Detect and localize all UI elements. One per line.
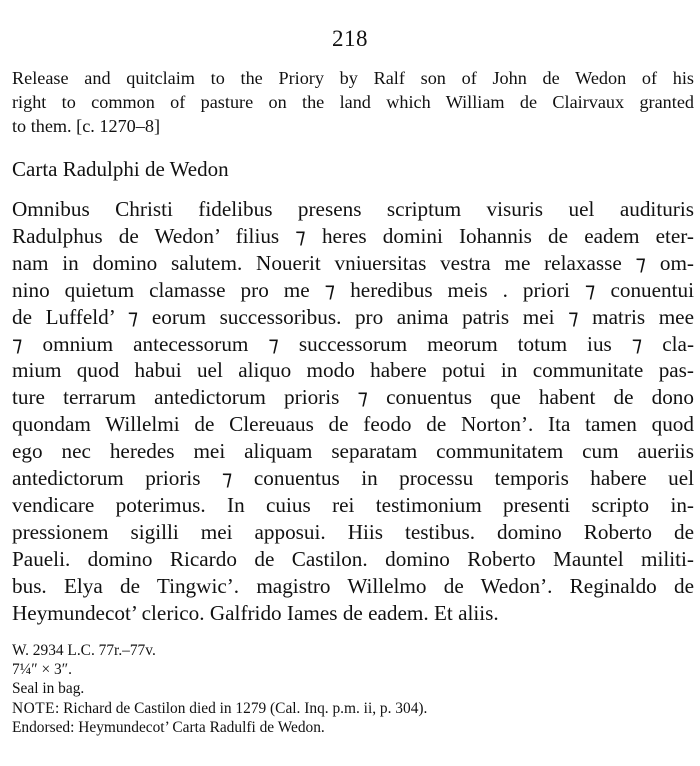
seal-note: Seal in bag. xyxy=(12,680,85,698)
charter-line: bus. Elya de Tingwic’. magistro Willelmo de Wedon’. Reginaldo de xyxy=(12,573,694,598)
charter-line: Paueli. domino Ricardo de Castilon. domino Roberto Mauntel militi- xyxy=(12,546,694,571)
charter-line: mium quod habui uel aliquo modo habere potui in communitate pas- xyxy=(12,358,694,383)
calendar-summary xyxy=(12,66,694,138)
charter-line: ture terrarum antedictorum prioris ⁊ conuentus que habent de dono xyxy=(12,385,694,410)
summary-line: right to common of pasture on the land which William de Clairvaux granted xyxy=(12,92,694,112)
charter-line: ⁊ omnium antecessorum ⁊ successorum meorum totum ius ⁊ cla- xyxy=(12,331,694,356)
manuscript-reference: W. 2934 L.C. 77r.–77v. xyxy=(12,642,156,659)
charter-line: ego nec heredes mei aliquam separatam communitatem cum aueriis xyxy=(12,439,694,464)
charter-line: Heymundecot’ clerico. Galfrido Iames de eadem. Et aliis. xyxy=(12,600,499,625)
summary-line: to them. [c. 1270–8] xyxy=(12,116,160,136)
charter-line: quondam Willelmi de Clereuaus de feodo de Norton’. Ita tamen quod xyxy=(12,412,694,437)
charter-line: nam in domino salutem. Nouerit vniuersitas vestra me relaxasse ⁊ om- xyxy=(12,250,694,275)
charter-line: pressionem sigilli mei apposui. Hiis testibus. domino Roberto de xyxy=(12,519,694,544)
charter-text xyxy=(12,196,694,627)
endorsement: Endorsed: Heymundecot’ Carta Radulfi de Wedon. xyxy=(12,718,325,736)
charter-line: Omnibus Christi fidelibus presens scriptum visuris uel audituris xyxy=(12,197,694,221)
editorial-notes xyxy=(12,641,694,737)
charter-title: Carta Radulphi de Wedon xyxy=(12,157,229,181)
charter-line: nino quietum clamasse pro me ⁊ heredibus meis . priori ⁊ conuentui xyxy=(12,277,694,302)
charter-line: vendicare poterimus. In cuius rei testimonium presenti scripto in- xyxy=(12,492,694,517)
note-text: : Richard de Castilon died in 1279 (Cal. Inq. p.m. ii, p. 304). xyxy=(55,699,428,717)
charter-line: de Luffeld’ ⁊ eorum successoribus. pro anima patris mei ⁊ matris mee xyxy=(12,304,694,329)
charter-line: Radulphus de Wedon’ filius ⁊ heres domini Iohannis de eadem eter- xyxy=(12,223,694,248)
dimensions: 7¼″ × 3″. xyxy=(12,661,72,679)
charter-line: antedictorum prioris ⁊ conuentus in processu temporis habere uel xyxy=(12,466,694,491)
summary-line: Release and quitclaim to the Priory by Ralf son of John de Wedon of his xyxy=(12,68,694,88)
historical-note xyxy=(12,699,694,718)
page-number: 218 xyxy=(332,26,368,51)
note-label: NOTE xyxy=(12,699,56,717)
